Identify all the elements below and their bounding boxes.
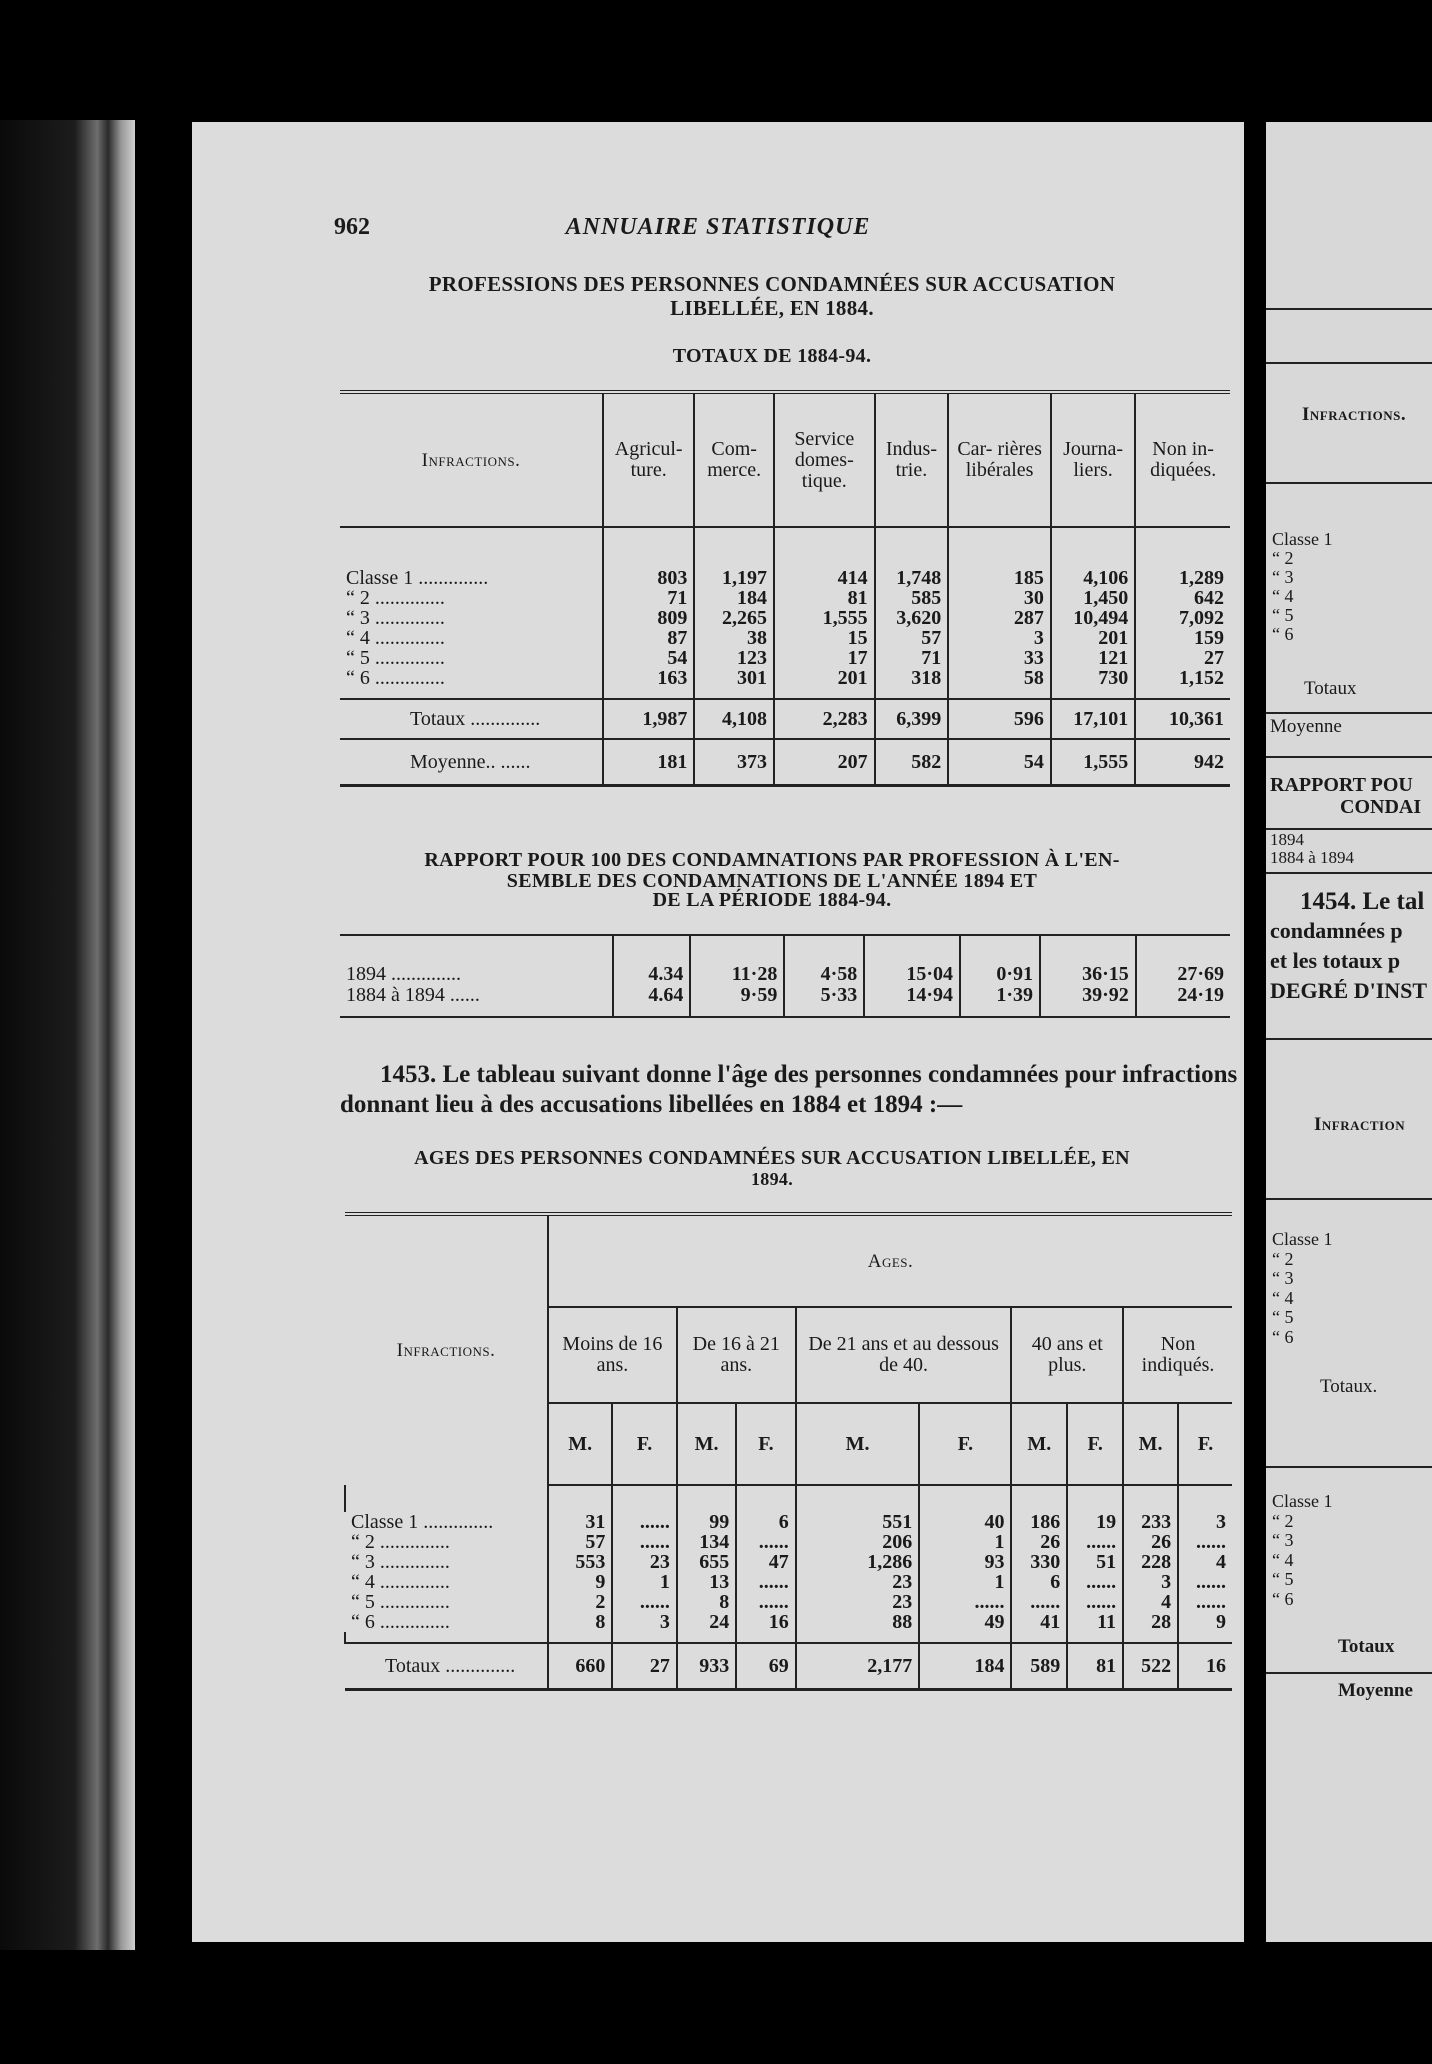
age-group-0: Moins de 16 ans. (548, 1307, 677, 1403)
cell-value: 47 (736, 1552, 795, 1572)
moyenne-label: Moyenne.. ...... (340, 739, 603, 786)
facing-year-2: 1884 à 1894 (1270, 848, 1355, 867)
cell-value: ...... (1067, 1572, 1123, 1592)
facing-class-label: Classe 1 (1272, 1491, 1333, 1511)
cell-value: 1 (919, 1572, 1011, 1592)
cell-value: 1,197 (694, 568, 774, 588)
cell-value: 15·04 (864, 935, 960, 985)
cell-value: 9·59 (690, 985, 784, 1017)
cell-value: 9 (1178, 1612, 1232, 1632)
cell-value: 134 (677, 1532, 736, 1552)
column-header-3: Indus- trie. (875, 392, 949, 527)
cell-value: 28 (1123, 1612, 1178, 1632)
cell-value: 8 (548, 1612, 612, 1632)
cell-value: 19 (1067, 1512, 1123, 1532)
sex-f: F. (736, 1403, 795, 1485)
ages-header-row (345, 1214, 1232, 1307)
facing-class-label: “ 4 (1272, 1287, 1294, 1308)
cell-value: 6,399 (875, 699, 949, 739)
running-title: ANNUAIRE STATISTIQUE (565, 214, 871, 240)
cell-value: 184 (919, 1643, 1011, 1690)
cell-value: 24 (677, 1612, 736, 1632)
cell-value: 3 (1178, 1512, 1232, 1532)
totals-row (340, 699, 1230, 739)
cell-value: 809 (603, 608, 694, 628)
cell-value: 4,108 (694, 699, 774, 739)
cell-value: 2,177 (796, 1643, 920, 1690)
cell-value: 660 (548, 1643, 612, 1690)
infractions-header: Infractions. (340, 392, 603, 527)
cell-value: 181 (603, 739, 694, 786)
sex-m: M. (677, 1403, 736, 1485)
facing-class-label: “ 2 (1272, 1248, 1294, 1269)
cell-value: 287 (948, 608, 1051, 628)
cell-value: 7,092 (1135, 608, 1230, 628)
age-group-4: Non indiqués. (1123, 1307, 1232, 1403)
facing-moyenne-3: Moyenne (1338, 1680, 1413, 1701)
infractions-header: Infractions. (345, 1214, 548, 1485)
cell-value: 36·15 (1040, 935, 1136, 985)
cell-value: 4.34 (613, 935, 690, 985)
cell-value: 27·69 (1136, 935, 1230, 985)
cell-value: 10,494 (1051, 608, 1135, 628)
cell-value: 69 (736, 1643, 795, 1690)
facing-class-label: “ 5 (1272, 605, 1294, 625)
cell-value: 642 (1135, 588, 1230, 608)
cell-value: 0·91 (960, 935, 1040, 985)
table-row (340, 568, 1230, 588)
facing-class-label: “ 3 (1272, 1530, 1294, 1550)
cell-value: 373 (694, 739, 774, 786)
ages-table (344, 1212, 1232, 1691)
cell-value: 38 (694, 628, 774, 648)
age-group-2: De 21 ans et au dessous de 40. (796, 1307, 1012, 1403)
column-header-6: Non in- diquées. (1135, 392, 1230, 527)
cell-value: 3 (612, 1612, 676, 1632)
facing-class-label: “ 5 (1272, 1307, 1294, 1327)
cell-value: ...... (919, 1592, 1011, 1612)
cell-value: 1,555 (774, 608, 875, 628)
cell-value: 3,620 (875, 608, 949, 628)
cell-value: 2,283 (774, 699, 875, 739)
cell-value: 207 (774, 739, 875, 786)
cell-value: 551 (796, 1512, 920, 1532)
cell-value: 57 (875, 628, 949, 648)
cell-value: 233 (1123, 1512, 1178, 1532)
cell-value: 4 (1123, 1592, 1178, 1612)
cell-value: 40 (919, 1512, 1011, 1532)
table-row (345, 1592, 1232, 1612)
cell-value: 6 (1011, 1572, 1067, 1592)
cell-value: 201 (774, 668, 875, 688)
cell-value: 589 (1011, 1643, 1067, 1690)
row-label: “ 4 .............. (351, 1571, 450, 1593)
facing-classes-3 (1272, 1492, 1333, 1609)
cell-value: 4 (1178, 1552, 1232, 1572)
facing-rapport-1: RAPPORT POU (1270, 774, 1413, 796)
rapport-row (340, 985, 1230, 1017)
age-group-1: De 16 à 21 ans. (677, 1307, 796, 1403)
cell-value: 4.64 (613, 985, 690, 1017)
row-label: Classe 1 .............. (346, 567, 489, 589)
cell-value: 99 (677, 1512, 736, 1532)
professions-table (340, 390, 1230, 787)
cell-value: 522 (1123, 1643, 1178, 1690)
cell-value: 71 (875, 648, 949, 668)
cell-value: 1,555 (1051, 739, 1135, 786)
row-label: “ 6 .............. (351, 1611, 450, 1633)
facing-para-1: 1454. Le tal (1300, 888, 1425, 915)
cell-value: ...... (1067, 1532, 1123, 1552)
sex-f: F. (1178, 1403, 1232, 1485)
cell-value: 88 (796, 1612, 920, 1632)
cell-value: 17,101 (1051, 699, 1135, 739)
cell-value: 8 (677, 1592, 736, 1612)
table-row (345, 1512, 1232, 1532)
cell-value: 933 (677, 1643, 736, 1690)
cell-value: 54 (948, 739, 1051, 786)
cell-value: 201 (1051, 628, 1135, 648)
cell-value: 11 (1067, 1612, 1123, 1632)
facing-class-label: Classe 1 (1272, 1229, 1333, 1249)
facing-totaux-2: Totaux. (1320, 1376, 1378, 1397)
cell-value: 23 (796, 1572, 920, 1592)
cell-value: 655 (677, 1552, 736, 1572)
facing-totaux-1: Totaux (1304, 678, 1357, 699)
facing-totaux-3: Totaux (1338, 1636, 1395, 1657)
row-label: 1894 .............. (346, 963, 461, 985)
facing-para-3: et les totaux p (1270, 948, 1401, 973)
totals-row (345, 1643, 1232, 1690)
facing-class-label: “ 6 (1272, 1588, 1294, 1609)
cell-value: 16 (1178, 1643, 1232, 1690)
cell-value: ...... (736, 1572, 795, 1592)
page-header (192, 214, 1244, 254)
rapport-table (340, 934, 1230, 1018)
cell-value: ...... (1011, 1592, 1067, 1612)
cell-value: 596 (948, 699, 1051, 739)
table1-subtitle: TOTAUX DE 1884-94. (672, 345, 872, 367)
cell-value: 1 (919, 1532, 1011, 1552)
row-label: “ 2 .............. (351, 1531, 450, 1553)
cell-value: 14·94 (864, 985, 960, 1017)
cell-value: 16 (736, 1612, 795, 1632)
cell-value: 33 (948, 648, 1051, 668)
sex-f: F. (612, 1403, 676, 1485)
row-label: “ 6 .............. (346, 667, 445, 689)
table2-title: RAPPORT POUR 100 DES CONDAMNATIONS PAR PROFESSION À L'EN- SEMBLE DES CONDAMNATIONS DE L'ANNÉE 1894 ET DE LA PÉRIODE 1884-94. (424, 849, 1120, 911)
cell-value: 414 (774, 568, 875, 588)
table1-body (340, 527, 1230, 786)
cell-value: 23 (612, 1552, 676, 1572)
ages-body (345, 1485, 1232, 1690)
sex-m: M. (1123, 1403, 1178, 1485)
cell-value: 6 (736, 1512, 795, 1532)
cell-value: 26 (1123, 1532, 1178, 1552)
facing-class-label: “ 2 (1272, 548, 1294, 568)
cell-value: 942 (1135, 739, 1230, 786)
cell-value: 15 (774, 628, 875, 648)
table-row (345, 1552, 1232, 1572)
table-row (345, 1572, 1232, 1592)
cell-value: 1,289 (1135, 568, 1230, 588)
table1-title: PROFESSIONS DES PERSONNES CONDAMNÉES SUR ACCUSATION LIBELLÉE, EN 1884. (428, 272, 1116, 320)
facing-year-1: 1894 (1270, 830, 1304, 849)
cell-value: 87 (603, 628, 694, 648)
cell-value: 5·33 (784, 985, 864, 1017)
table3-title: AGES DES PERSONNES CONDAMNÉES SUR ACCUSATION LIBELLÉE, EN 1894. (414, 1147, 1130, 1189)
row-label: “ 3 .............. (346, 607, 445, 629)
cell-value: 186 (1011, 1512, 1067, 1532)
cell-value: 13 (677, 1572, 736, 1592)
facing-infractions-2: Infraction (1314, 1114, 1406, 1135)
cell-value: ...... (612, 1532, 676, 1552)
age-group-3: 40 ans et plus. (1011, 1307, 1123, 1403)
table-row (340, 608, 1230, 628)
cell-value: 553 (548, 1552, 612, 1572)
cell-value: ...... (612, 1592, 676, 1612)
cell-value: 81 (1067, 1643, 1123, 1690)
cell-value: 2 (548, 1592, 612, 1612)
cell-value: 27 (1135, 648, 1230, 668)
paragraph-1453: 1453. Le tableau suivant donne l'âge des personnes condamnées pour infractions donnant lieu à des accusations libellées en 1884 et 1894 :— (340, 1061, 1238, 1118)
cell-value: 2,265 (694, 608, 774, 628)
moyenne-row (340, 739, 1230, 786)
facing-class-label: Classe 1 (1272, 529, 1333, 549)
table-row (340, 668, 1230, 688)
row-label: “ 3 .............. (351, 1551, 450, 1573)
cell-value: ...... (736, 1592, 795, 1612)
column-header-1: Com- merce. (694, 392, 774, 527)
cell-value: 4,106 (1051, 568, 1135, 588)
totals-label: Totaux .............. (345, 1643, 548, 1690)
facing-class-label: “ 6 (1272, 1326, 1294, 1347)
sex-f: F. (919, 1403, 1011, 1485)
cell-value: 803 (603, 568, 694, 588)
cell-value: 31 (548, 1512, 612, 1532)
cell-value: 121 (1051, 648, 1135, 668)
table-row (340, 628, 1230, 648)
cell-value: 206 (796, 1532, 920, 1552)
facing-page (1266, 122, 1432, 1942)
sex-m: M. (1011, 1403, 1067, 1485)
cell-value: ...... (736, 1532, 795, 1552)
column-header-2: Service domes- tique. (774, 392, 875, 527)
facing-para-4: DEGRÉ D'INST (1270, 978, 1428, 1003)
cell-value: 58 (948, 668, 1051, 688)
cell-value: 3 (1123, 1572, 1178, 1592)
row-label: “ 4 .............. (346, 627, 445, 649)
row-label: 1884 à 1894 ...... (346, 984, 480, 1006)
cell-value: 11·28 (690, 935, 784, 985)
book-spine (0, 120, 135, 1950)
sex-m: M. (796, 1403, 920, 1485)
table-row (340, 588, 1230, 608)
cell-value: ...... (1178, 1532, 1232, 1552)
row-label: Classe 1 .............. (351, 1511, 494, 1533)
cell-value: 30 (948, 588, 1051, 608)
cell-value: 1,450 (1051, 588, 1135, 608)
cell-value: 330 (1011, 1552, 1067, 1572)
table-row (340, 648, 1230, 668)
cell-value: 185 (948, 568, 1051, 588)
cell-value: 51 (1067, 1552, 1123, 1572)
cell-value: 1 (612, 1572, 676, 1592)
facing-rapport-2: CONDAI (1340, 796, 1422, 818)
facing-class-label: “ 3 (1272, 1268, 1294, 1288)
cell-value: ...... (1178, 1572, 1232, 1592)
table-row (345, 1532, 1232, 1552)
cell-value: 184 (694, 588, 774, 608)
cell-value: ...... (1178, 1592, 1232, 1612)
row-label: “ 5 .............. (346, 647, 445, 669)
cell-value: 1·39 (960, 985, 1040, 1017)
facing-infractions-1: Infractions. (1302, 404, 1407, 425)
column-header-5: Journa- liers. (1051, 392, 1135, 527)
cell-value: 3 (948, 628, 1051, 648)
cell-value: 1,987 (603, 699, 694, 739)
cell-value: 23 (796, 1592, 920, 1612)
cell-value: 10,361 (1135, 699, 1230, 739)
totals-label: Totaux .............. (340, 699, 603, 739)
cell-value: 71 (603, 588, 694, 608)
cell-value: 582 (875, 739, 949, 786)
table-row (345, 1612, 1232, 1632)
column-header-0: Agricul- ture. (603, 392, 694, 527)
cell-value: 49 (919, 1612, 1011, 1632)
cell-value: 39·92 (1040, 985, 1136, 1017)
sex-f: F. (1067, 1403, 1123, 1485)
facing-classes-1 (1272, 530, 1333, 644)
cell-value: 1,152 (1135, 668, 1230, 688)
facing-class-label: “ 4 (1272, 586, 1294, 606)
cell-value: 9 (548, 1572, 612, 1592)
cell-value: 318 (875, 668, 949, 688)
cell-value: 93 (919, 1552, 1011, 1572)
rapport-row (340, 935, 1230, 985)
cell-value: 163 (603, 668, 694, 688)
cell-value: 585 (875, 588, 949, 608)
cell-value: 24·19 (1136, 985, 1230, 1017)
facing-class-label: “ 3 (1272, 567, 1294, 587)
sex-m: M. (548, 1403, 612, 1485)
facing-class-label: “ 4 (1272, 1549, 1294, 1570)
row-label: “ 2 .............. (346, 587, 445, 609)
cell-value: 301 (694, 668, 774, 688)
cell-value: 57 (548, 1532, 612, 1552)
cell-value: 81 (774, 588, 875, 608)
facing-class-label: “ 5 (1272, 1569, 1294, 1589)
cell-value: 54 (603, 648, 694, 668)
cell-value: ...... (612, 1512, 676, 1532)
facing-moyenne-1: Moyenne (1270, 716, 1342, 737)
row-label: “ 5 .............. (351, 1591, 450, 1613)
column-header-4: Car- rières libérales (948, 392, 1051, 527)
cell-value: 17 (774, 648, 875, 668)
ages-group-header: Ages. (548, 1214, 1232, 1307)
facing-class-label: “ 6 (1272, 624, 1294, 644)
facing-class-label: “ 2 (1272, 1510, 1294, 1531)
cell-value: 41 (1011, 1612, 1067, 1632)
cell-value: 1,286 (796, 1552, 920, 1572)
page-number: 962 (334, 214, 370, 240)
page-962 (192, 122, 1244, 1942)
cell-value: 1,748 (875, 568, 949, 588)
cell-value: 730 (1051, 668, 1135, 688)
cell-value: ...... (1067, 1592, 1123, 1612)
cell-value: 26 (1011, 1532, 1067, 1552)
cell-value: 4·58 (784, 935, 864, 985)
cell-value: 228 (1123, 1552, 1178, 1572)
facing-para-2: condamnées p (1270, 918, 1403, 943)
facing-classes-2 (1272, 1230, 1333, 1347)
cell-value: 123 (694, 648, 774, 668)
table1-header-row (340, 392, 1230, 527)
cell-value: 27 (612, 1643, 676, 1690)
cell-value: 159 (1135, 628, 1230, 648)
